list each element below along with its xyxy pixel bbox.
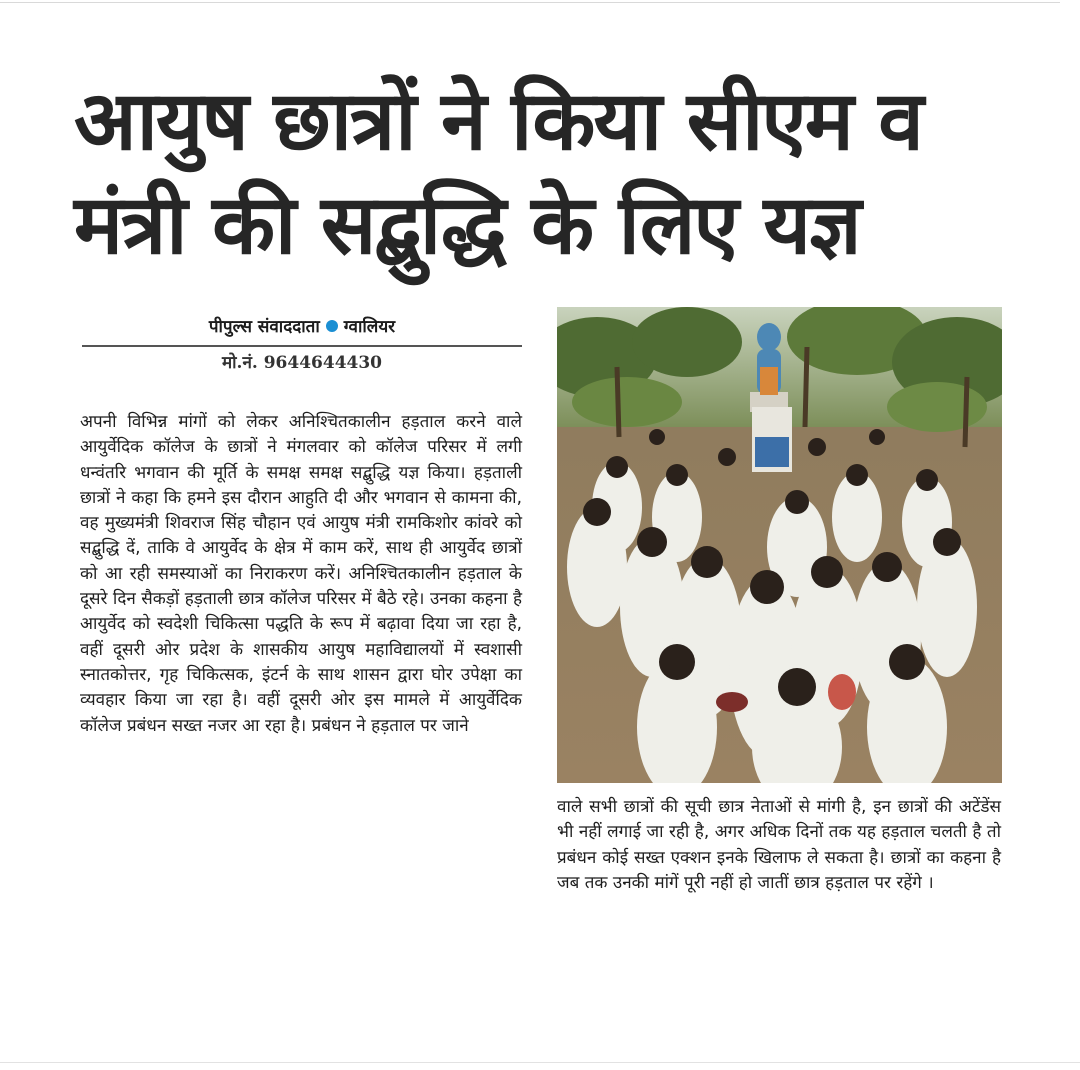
- news-photo: [557, 307, 1002, 783]
- byline-city: ग्वालियर: [343, 317, 396, 337]
- article-body-right-column: वाले सभी छात्रों की सूची छात्र नेताओं से मांगी है, इन छात्रों की अटेंडेंस भी नहीं लगाई जा रही है, अगर अधिक दिनों तक यह हड़ताल चलती है तो प्रबंधन कोई सख्त एक्शन इनके खिलाफ ले सकता है। छात्रों का कहना है जब तक उनकी मांगें पूरी नहीं हो जातीं छात्र हड़ताल पर रहेंगे ।: [557, 797, 1001, 893]
- bottom-border: [0, 1062, 1080, 1063]
- students-gathering-photo: [557, 307, 1002, 783]
- headline: [74, 70, 1014, 278]
- top-border: [0, 2, 1060, 3]
- byline-reporter: पीपुल्स संवाददाता: [208, 317, 320, 337]
- headline-line-1: आयुष छात्रों ने किया सीएम व: [74, 74, 922, 169]
- article-body-left-column: अपनी विभिन्न मांगों को लेकर अनिश्चितकालीन हड़ताल करने वाले आयुर्वेदिक कॉलेज के छात्रों ने मंगलवार को कॉलेज परिसर में लगी धन्वंतरि भगवान की मूर्ति के समक्ष समक्ष सद्बुद्धि यज्ञ किया। हड़ताली छात्रों ने कहा कि हमने इस दौरान आहुति दी और भगवान से कामना की, वह मुख्यमंत्री शिवराज सिंह चौहान एवं आयुष मंत्री रामकिशोर कांवरे को सद्बुद्धि दें, ताकि वे आयुर्वेद के क्षेत्र में काम करें, साथ ही आयुर्वेद छात्रों को आ रही समस्याओं का निराकरण करें। अनिश्चितकालीन हड़ताल के दूसरे दिन सैकड़ों हड़ताली छात्र कॉलेज परिसर में बैठे रहे। उनका कहना है आयुर्वेद को स्वदेशी चिकित्सा पद्धति के रूप में बढ़ावा दिया जा रहा है, वहीं दूसरी ओर प्रदेश के शासकीय आयुष महाविद्यालयों में स्वशासी स्नातकोत्तर, गृह चिकित्सक, इंटर्न के साथ शासन द्वारा घोर उपेक्षा का व्यवहार किया जा रहा है। वहीं दूसरी ओर इस मामले में आयुर्वेदिक कॉलेज प्रबंधन सख्त नजर आ रहा है। प्रबंधन ने हड़ताल पर जाने: [80, 412, 522, 736]
- byline: [82, 316, 522, 338]
- reporter-mobile: मो.नं. 9644644430: [221, 353, 383, 373]
- headline-line-2: मंत्री की सद्बुद्धि के लिए यज्ञ: [74, 178, 860, 273]
- bullet-dot-icon: [326, 320, 338, 332]
- byline-divider: [82, 345, 522, 347]
